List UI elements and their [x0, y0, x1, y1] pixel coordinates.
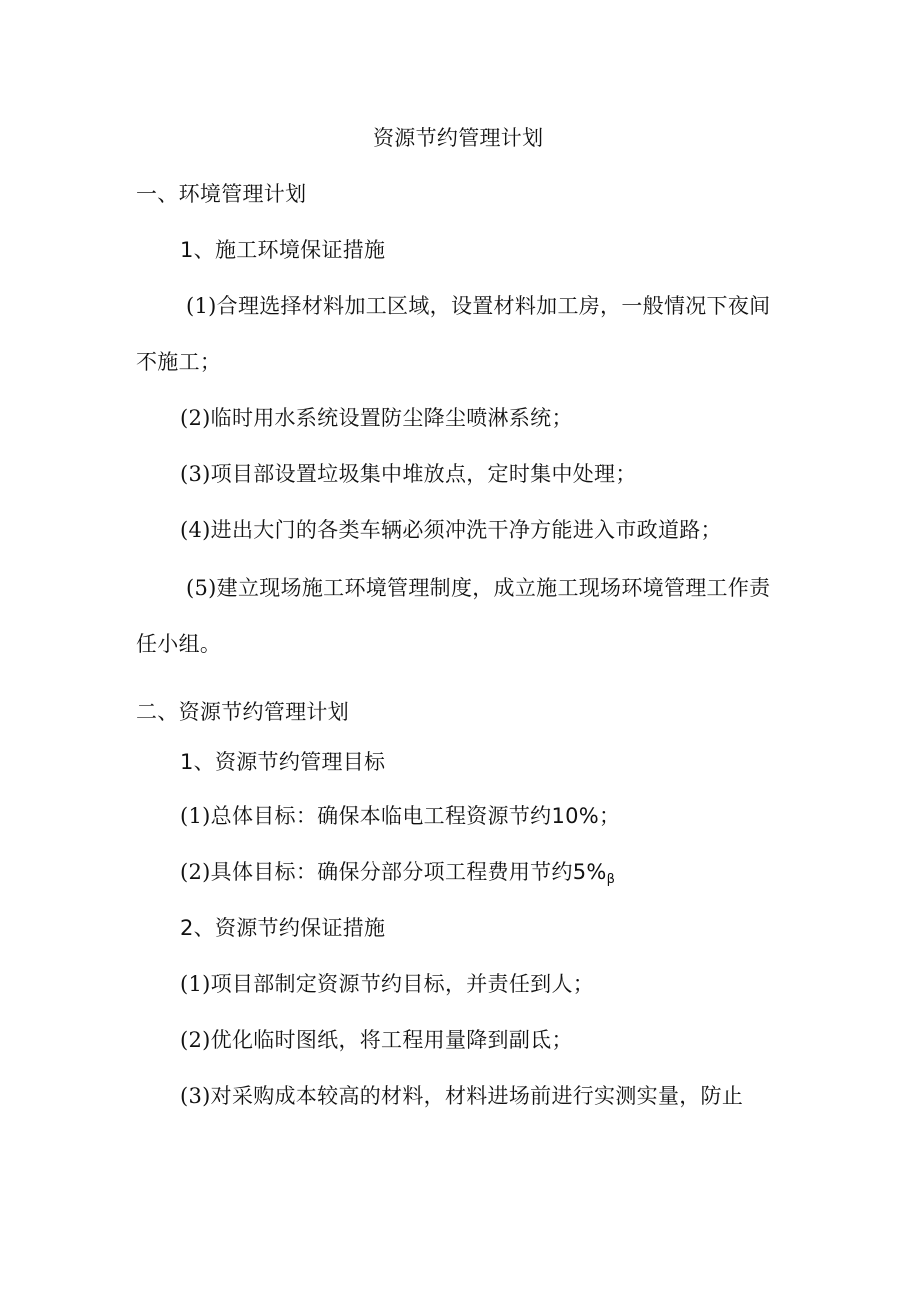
item-text: 总体目标：确保本临电工程资源节约10%； — [210, 804, 621, 828]
item-suffix: β — [606, 872, 616, 887]
item-text: 项目部设置垃圾集中堆放点，定时集中处理； — [210, 462, 637, 486]
list-item — [180, 460, 637, 488]
item-number: (2) — [180, 1028, 211, 1052]
subsection-heading-resource-goals: 1、资源节约管理目标 — [180, 750, 386, 774]
item-number: (3) — [180, 1084, 211, 1108]
list-item — [180, 802, 620, 830]
list-item — [180, 1026, 573, 1054]
item-number: (1) — [186, 294, 217, 318]
item-text: 合理选择材料加工区域，设置材料加工房，一般情况下夜间 — [216, 294, 771, 318]
item-text: 进出大门的各类车辆必须冲洗干净方能进入市政道路； — [210, 518, 722, 542]
item-continuation: 不施工； — [136, 350, 222, 374]
item-number: (5) — [186, 576, 217, 600]
list-item — [186, 292, 770, 320]
item-text: 优化临时图纸，将工程用量降到副氐； — [210, 1028, 573, 1052]
section-heading-resource: 二、资源节约管理计划 — [136, 700, 349, 724]
list-item — [180, 516, 722, 544]
item-number: (2) — [180, 406, 211, 430]
item-continuation: 任小组。 — [136, 632, 222, 656]
subsection-heading-resource-measures: 2、资源节约保证措施 — [180, 916, 386, 940]
item-text: 对采购成本较高的材料，材料进场前进行实测实量，防止 — [210, 1084, 744, 1108]
item-text: 临时用水系统设置防尘降尘喷淋系统； — [210, 406, 573, 430]
item-number: (1) — [180, 804, 211, 828]
list-item — [180, 970, 594, 998]
item-number: (3) — [180, 462, 211, 486]
document-title: 资源节约管理计划 — [373, 126, 544, 150]
subsection-heading-env-measures: 1、施工环境保证措施 — [180, 238, 386, 262]
item-text: 项目部制定资源节约目标，并责任到人； — [210, 972, 595, 996]
list-item — [180, 404, 573, 432]
item-text: 建立现场施工环境管理制度，成立施工现场环境管理工作责 — [216, 576, 771, 600]
list-item — [186, 574, 770, 602]
list-item — [180, 858, 615, 894]
item-number: (2) — [180, 860, 211, 884]
item-number: (4) — [180, 518, 211, 542]
section-heading-environment: 一、环境管理计划 — [136, 182, 307, 206]
list-item — [180, 1082, 743, 1110]
item-text: 具体目标：确保分部分项工程费用节约5% — [210, 860, 607, 884]
item-number: (1) — [180, 972, 211, 996]
